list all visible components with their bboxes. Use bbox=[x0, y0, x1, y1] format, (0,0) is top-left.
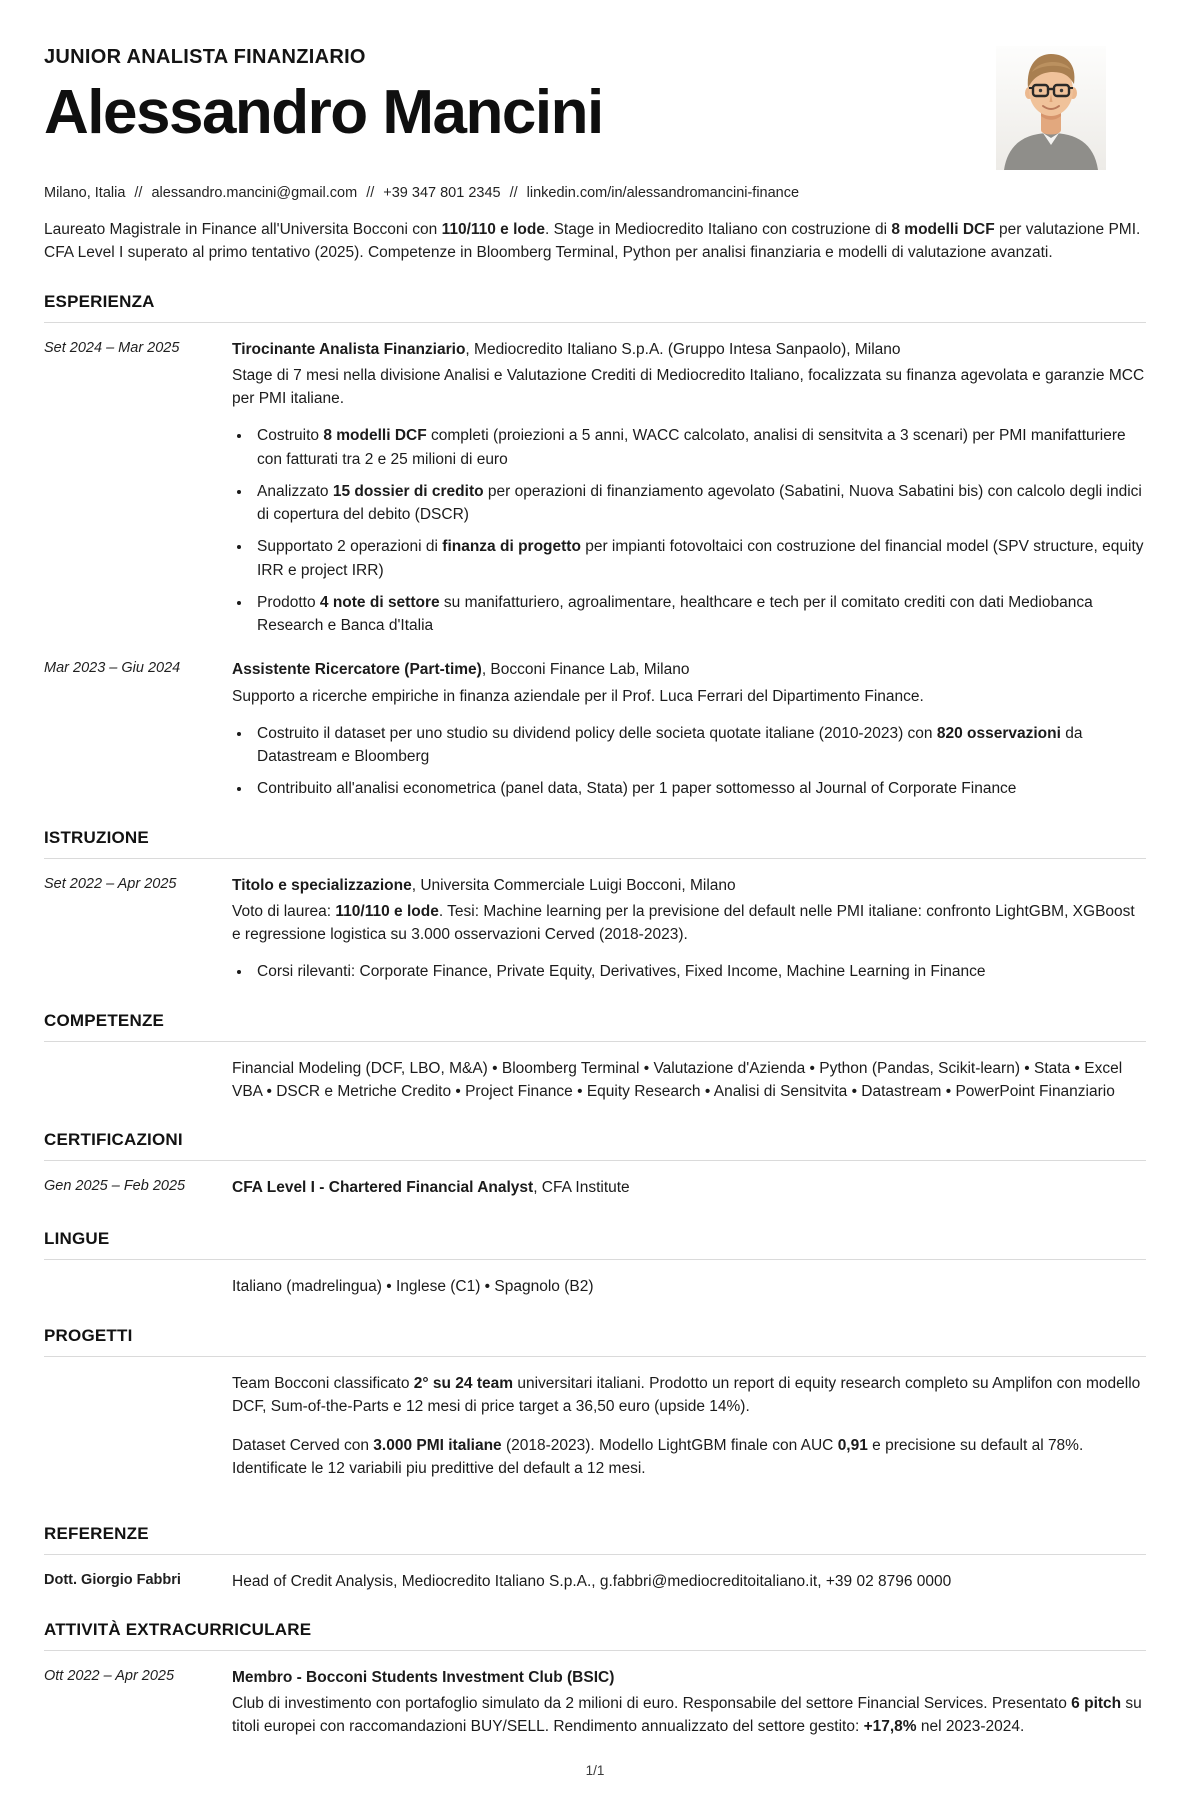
section-progetti bbox=[44, 1326, 1146, 1497]
text-segment: Prodotto bbox=[257, 593, 320, 611]
section-divider bbox=[44, 1160, 1146, 1161]
text-segment-bold: Membro - Bocconi Students Investment Club (BSIC) bbox=[232, 1668, 615, 1686]
text-segment: nel 2023-2024. bbox=[916, 1718, 1025, 1736]
text-segment-bold: 8 modelli DCF bbox=[891, 221, 995, 238]
text-segment-bold: +17,8% bbox=[863, 1718, 917, 1736]
text-segment: Supportato 2 operazioni di bbox=[257, 538, 443, 556]
bullet-item bbox=[252, 591, 1146, 638]
entry-paragraph bbox=[232, 1372, 1146, 1419]
text-segment-bold: 4 note di settore bbox=[319, 593, 440, 611]
text-segment: Supporto a ricerche empiriche in finanza aziendale per il Prof. Luca Ferrari del Dipartimento Finance. bbox=[232, 687, 924, 705]
text-segment-bold: 8 modelli DCF bbox=[323, 427, 427, 445]
text-segment-bold: 0,91 bbox=[837, 1437, 868, 1454]
section-title: PROGETTI bbox=[44, 1325, 133, 1345]
entry-date: Set 2022 – Apr 2025 bbox=[44, 875, 177, 892]
section-divider bbox=[44, 858, 1146, 859]
header-text-block bbox=[44, 46, 603, 147]
section-divider bbox=[44, 1041, 1146, 1042]
page-number: 1/1 bbox=[585, 1762, 605, 1778]
text-segment: Head of Credit Analysis, Mediocredito Italiano S.p.A., g.fabbri@mediocreditoitaliano.it, +39 02 8796 0000 bbox=[232, 1572, 952, 1590]
text-segment: . Tesi: Machine learning per la previsione del default nelle PMI italiane: confronto LightGBM, XGBoost e regressione logistica su 3.000 osservazioni Cerved (2018-2023). bbox=[232, 902, 1135, 943]
text-segment: , Bocconi Finance Lab, Milano bbox=[481, 661, 690, 679]
section-title: ATTIVITÀ EXTRACURRICULARE bbox=[44, 1619, 312, 1639]
text-segment: Laureato Magistrale in Finance all'Universita Bocconi con bbox=[44, 221, 442, 238]
entry-content bbox=[232, 1275, 1146, 1298]
text-segment-bold: Assistente Ricercatore (Part-time) bbox=[232, 661, 482, 679]
bullet-item bbox=[252, 777, 1146, 800]
profile-photo-illustration bbox=[996, 46, 1106, 170]
resume-header bbox=[44, 46, 1146, 170]
entry-row bbox=[44, 1176, 1146, 1202]
entry-row bbox=[44, 1275, 1146, 1298]
entry-date: Set 2024 – Mar 2025 bbox=[44, 339, 180, 356]
section-competenze bbox=[44, 1011, 1146, 1104]
text-segment: , CFA Institute bbox=[533, 1179, 630, 1196]
text-segment: per valutazione PMI. CFA Level I superato al primo tentativo (2025). Competenze in Bloomberg Terminal, Python per analisi finanziaria e modelli di valutazione avanzati. bbox=[44, 221, 1141, 262]
section-certificazioni bbox=[44, 1130, 1146, 1202]
text-segment-bold: finanza di progetto bbox=[442, 538, 581, 556]
entry-paragraph bbox=[232, 1570, 1146, 1593]
sections bbox=[44, 265, 1146, 1743]
section-title: COMPETENZE bbox=[44, 1010, 165, 1030]
section-divider bbox=[44, 1554, 1146, 1555]
entry-paragraph bbox=[232, 1057, 1146, 1104]
section-title: ISTRUZIONE bbox=[44, 827, 149, 847]
section-divider bbox=[44, 1259, 1146, 1260]
entry-label: Dott. Giorgio Fabbri bbox=[44, 1571, 181, 1588]
text-segment: Financial Modeling (DCF, LBO, M&A) • Bloomberg Terminal • Valutazione d'Azienda • Python (Pandas, Scikit-learn) • Stata • Excel VBA • DSCR e Metriche Credito • Project Finance • Equity Research • Analisi di Sensitvita • Datastream • PowerPoint Finanziario bbox=[232, 1059, 1123, 1100]
entry-content bbox=[232, 1372, 1146, 1497]
summary-paragraph bbox=[44, 218, 1146, 265]
text-segment: (2018-2023). Modello LightGBM finale con AUC bbox=[501, 1437, 838, 1454]
text-segment: Italiano (madrelingua) • Inglese (C1) • Spagnolo (B2) bbox=[232, 1278, 594, 1296]
entry-row bbox=[44, 658, 1146, 800]
person-name: Alessandro Mancini bbox=[44, 78, 603, 147]
entry-paragraph bbox=[232, 685, 1146, 708]
entry-content bbox=[232, 1176, 1146, 1202]
entry-date: Gen 2025 – Feb 2025 bbox=[44, 1178, 186, 1194]
role-title: JUNIOR ANALISTA FINANZIARIO bbox=[44, 46, 366, 68]
entry-content bbox=[232, 658, 1146, 800]
entry-content bbox=[232, 1057, 1146, 1104]
entry-heading bbox=[232, 1176, 1146, 1199]
text-segment-bold: 6 pitch bbox=[1071, 1695, 1122, 1712]
text-segment: Dataset Cerved con bbox=[232, 1437, 374, 1454]
entry-row bbox=[44, 1570, 1146, 1593]
bullet-list bbox=[232, 960, 1146, 983]
text-segment: , Universita Commerciale Luigi Bocconi, Milano bbox=[411, 876, 736, 894]
text-segment-bold: Titolo e specializzazione bbox=[232, 876, 412, 894]
text-segment: su titoli europei con raccomandazioni BUY/SELL. Rendimento annualizzato del settore gestito: bbox=[232, 1695, 1142, 1736]
entry-content bbox=[232, 338, 1146, 638]
profile-photo bbox=[996, 46, 1106, 170]
entry-content bbox=[232, 1666, 1146, 1739]
section-title: ESPERIENZA bbox=[44, 291, 155, 311]
text-segment: per operazioni di finanziamento agevolato (Sabatini, Nuova Sabatini bis) con calcolo degli indici di copertura del debito (DSCR) bbox=[257, 482, 1142, 523]
text-segment: Stage di 7 mesi nella divisione Analisi e Valutazione Crediti di Mediocredito Italiano, focalizzata su finanza agevolata e garanzie MCC per PMI italiane. bbox=[232, 366, 1145, 407]
entry-date: Mar 2023 – Giu 2024 bbox=[44, 660, 181, 677]
entry-row bbox=[44, 1666, 1146, 1739]
contact-separator: // bbox=[366, 185, 375, 201]
text-segment: completi (proiezioni a 5 anni, WACC calcolato, analisi di sensitvita a 3 scenari) per PMI manifatturiere con fatturati tra 2 e 25 milioni di euro bbox=[257, 427, 1126, 468]
entry-paragraph bbox=[232, 364, 1146, 411]
text-segment: , Mediocredito Italiano S.p.A. (Gruppo Intesa Sanpaolo), Milano bbox=[465, 340, 901, 358]
text-segment: per impianti fotovoltaici con costruzione del financial model (SPV structure, equity IRR e project IRR) bbox=[257, 538, 1144, 579]
text-segment-bold: 15 dossier di credito bbox=[332, 482, 484, 500]
section-title: LINGUE bbox=[44, 1229, 110, 1249]
text-segment-bold: Tirocinante Analista Finanziario bbox=[232, 340, 466, 358]
entry-row bbox=[44, 1057, 1146, 1104]
section-title: REFERENZE bbox=[44, 1523, 149, 1543]
contact-line bbox=[44, 185, 1146, 201]
text-segment: e precisione su default al 78%. Identificate le 12 variabili piu predittive del default a 12 mesi. bbox=[232, 1437, 1084, 1478]
bullet-item bbox=[252, 480, 1146, 527]
bullet-item bbox=[252, 424, 1146, 471]
entry-row bbox=[44, 338, 1146, 638]
text-segment: . Stage in Mediocredito Italiano con costruzione di bbox=[544, 221, 892, 238]
bullet-item bbox=[252, 960, 1146, 983]
entry-date bbox=[44, 1275, 232, 1298]
entry-paragraph bbox=[232, 1434, 1146, 1481]
bullet-list bbox=[232, 722, 1146, 801]
text-segment: Costruito bbox=[257, 427, 324, 445]
section-divider bbox=[44, 322, 1146, 323]
text-segment-bold: 3.000 PMI italiane bbox=[373, 1437, 502, 1454]
entry-heading bbox=[232, 658, 1146, 681]
section-referenze bbox=[44, 1524, 1146, 1593]
text-segment: Contribuito all'analisi econometrica (panel data, Stata) per 1 paper sottomesso al Journal of Corporate Finance bbox=[257, 780, 1017, 798]
entry-date bbox=[44, 1057, 232, 1104]
section-esperienza bbox=[44, 292, 1146, 801]
bullet-item bbox=[252, 722, 1146, 769]
section-istruzione bbox=[44, 828, 1146, 984]
contact-linkedin[interactable]: linkedin.com/in/alessandromancini-finance bbox=[526, 185, 800, 201]
text-segment-bold: 820 osservazioni bbox=[936, 724, 1061, 742]
entry-heading bbox=[232, 1666, 1146, 1689]
text-segment-bold: 110/110 e lode bbox=[441, 221, 545, 238]
contact-email[interactable]: alessandro.mancini@gmail.com bbox=[151, 185, 358, 201]
bullet-item bbox=[252, 535, 1146, 582]
text-segment: universitari italiani. Prodotto un report di equity research completo su Amplifon con modello DCF, Sum-of-the-Parts e 12 mesi di price target a 36,50 euro (upside 14%). bbox=[232, 1374, 1141, 1415]
text-segment: Team Bocconi classificato bbox=[232, 1374, 414, 1392]
section-lingue bbox=[44, 1229, 1146, 1298]
entry-paragraph bbox=[232, 900, 1146, 947]
entry-paragraph bbox=[232, 1692, 1146, 1739]
entry-heading bbox=[232, 874, 1146, 897]
entry-row bbox=[44, 1372, 1146, 1497]
text-segment: Voto di laurea: bbox=[232, 902, 336, 920]
text-segment: Corsi rilevanti: Corporate Finance, Private Equity, Derivatives, Fixed Income, Machine Learning in Finance bbox=[257, 963, 986, 981]
contact-separator: // bbox=[134, 185, 143, 201]
text-segment: su manifatturiero, agroalimentare, healthcare e tech per il comitato crediti con dati Mediobanca Research e Banca d'Italia bbox=[257, 593, 1093, 634]
entry-row bbox=[44, 874, 1146, 984]
text-segment-bold: 2° su 24 team bbox=[413, 1374, 514, 1392]
contact-phone: +39 347 801 2345 bbox=[383, 185, 501, 201]
entry-heading bbox=[232, 338, 1146, 361]
text-segment: Analizzato bbox=[257, 482, 333, 500]
section-attivit-extracurriculare bbox=[44, 1620, 1146, 1739]
section-divider bbox=[44, 1356, 1146, 1357]
entry-content bbox=[232, 874, 1146, 984]
text-segment-bold: CFA Level I - Chartered Financial Analyst bbox=[232, 1179, 534, 1196]
entry-paragraph bbox=[232, 1275, 1146, 1298]
section-divider bbox=[44, 1650, 1146, 1651]
entry-content bbox=[232, 1570, 1146, 1593]
bullet-list bbox=[232, 424, 1146, 637]
text-segment: da Datastream e Bloomberg bbox=[257, 724, 1083, 765]
entry-date: Ott 2022 – Apr 2025 bbox=[44, 1667, 175, 1684]
text-segment: Costruito il dataset per uno studio su dividend policy delle societa quotate italiane (2010-2023) con bbox=[257, 724, 937, 742]
contact-separator: // bbox=[509, 185, 518, 201]
text-segment: Club di investimento con portafoglio simulato da 2 milioni di euro. Responsabile del settore Financial Services. Presentato bbox=[232, 1695, 1072, 1712]
text-segment-bold: 110/110 e lode bbox=[335, 902, 439, 920]
section-title: CERTIFICAZIONI bbox=[44, 1130, 183, 1149]
contact-location: Milano, Italia bbox=[44, 185, 126, 201]
entry-date bbox=[44, 1372, 232, 1497]
